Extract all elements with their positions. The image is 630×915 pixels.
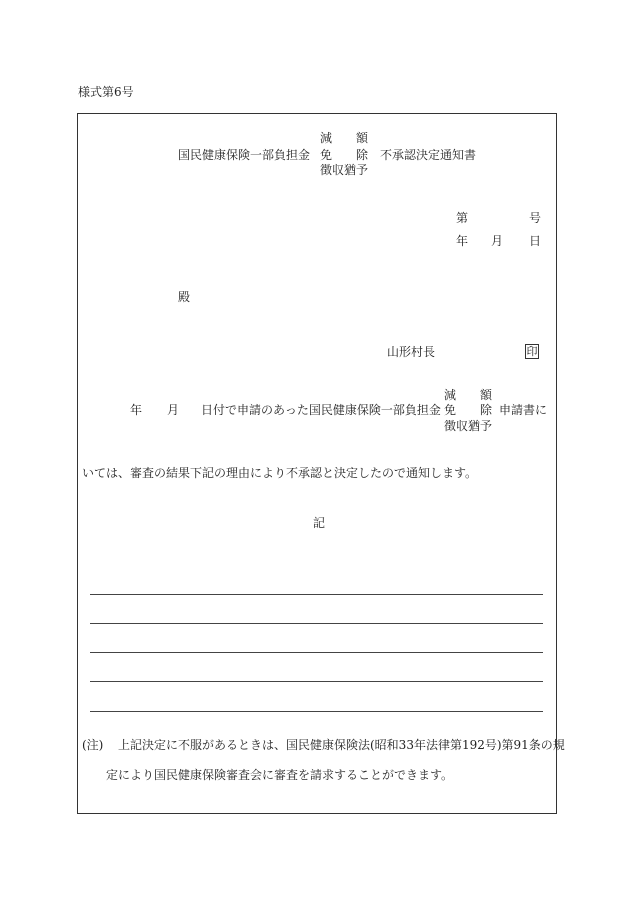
title-option-char: 免 [320, 148, 333, 162]
title-option-reduction [320, 132, 368, 144]
form-label: 様式第6号 [78, 85, 134, 99]
reason-line [90, 711, 543, 712]
title-option-char: 額 [355, 131, 368, 145]
body-text-3: いては、審査の結果下記の理由により不承認と決定したので通知します。 [82, 466, 478, 480]
ki-heading: 記 [313, 516, 326, 530]
note-line-1: 上記決定に不服があるときは、国民健康保険法(昭和33年法律第192号)第91条の規 [118, 738, 565, 752]
title-option-deferral [320, 164, 368, 176]
body-text-1: 日付で申請のあった国民健康保険一部負担金 [201, 403, 441, 417]
title-suffix: 不承認決定通知書 [380, 148, 477, 162]
body-option-char: 減 [444, 388, 457, 402]
reason-line [90, 681, 543, 682]
issuer-name: 山形村長 [387, 345, 436, 359]
body-option-text: 徴収猶予 [444, 419, 493, 433]
reason-line [90, 594, 543, 595]
title-prefix: 国民健康保険一部負担金 [178, 148, 311, 162]
body-option-char: 除 [479, 403, 492, 417]
title-option-char: 除 [355, 148, 368, 162]
body-option-exemption [444, 404, 492, 416]
title-option-char: 減 [320, 131, 333, 145]
note-line-2: 定により国民健康保険審査会に審査を請求することができます。 [106, 768, 454, 782]
title-option-exemption [320, 149, 368, 161]
addressee-honorific: 殿 [178, 290, 191, 304]
issue-date-month: 月 [491, 234, 504, 248]
body-option-char: 額 [479, 388, 492, 402]
document-number-suffix: 号 [529, 211, 542, 225]
form-frame [77, 113, 557, 814]
title-option-text: 徴収猶予 [320, 163, 369, 177]
note-label: (注) [82, 738, 104, 752]
body-date-year: 年 [130, 403, 143, 417]
body-text-2: 申請書に [499, 403, 548, 417]
seal-mark: 印 [526, 345, 538, 358]
reason-line [90, 623, 543, 624]
issue-date-day: 日 [529, 234, 542, 248]
body-option-char: 免 [444, 403, 457, 417]
issue-date-year: 年 [456, 234, 469, 248]
body-option-deferral [444, 420, 492, 432]
reason-line [90, 652, 543, 653]
body-option-reduction [444, 389, 492, 401]
body-date-month: 月 [167, 403, 180, 417]
document-number-prefix: 第 [456, 211, 469, 225]
